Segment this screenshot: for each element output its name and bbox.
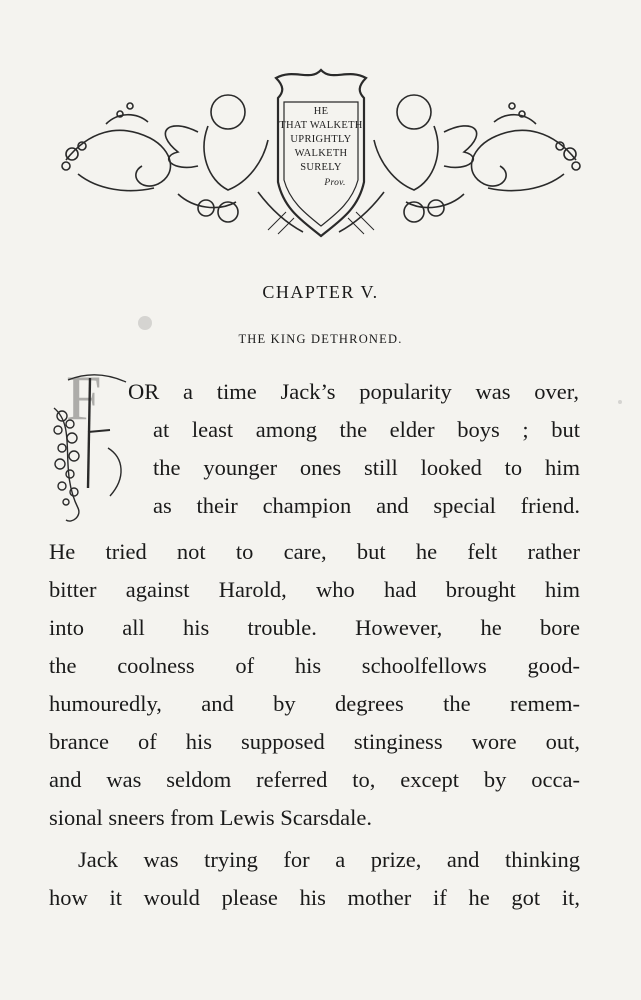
shield-motto-line: SURELY (300, 162, 342, 173)
text-line: He tried not to care, but he felt rather (49, 539, 580, 564)
text-line: brance of his supposed stinginess wore out, (49, 729, 580, 754)
shield-motto-line: WALKETH (294, 148, 348, 159)
text-line: the coolness of his schoolfellows good- (49, 653, 580, 678)
initial-letter: F (66, 362, 102, 433)
text-line: how it would please his mother if he got it, (49, 885, 580, 910)
text-line: sional sneers from Lewis Scarsdale. (49, 805, 373, 830)
text-line: at least among the elder boys ; but (153, 417, 580, 442)
text-line: Jack was trying for a prize, and thinking (78, 847, 580, 872)
chapter-title: CHAPTER V. (262, 282, 379, 302)
text-line: bitter against Harold, who had brought him (49, 577, 580, 602)
shield-motto-line: THAT WALKETH (279, 120, 363, 131)
text-line: the younger ones still looked to him (153, 455, 580, 480)
decorated-initial (48, 362, 132, 528)
text-line: and was seldom referred to, except by occa- (49, 767, 580, 792)
shield-motto-line: UPRIGHTLY (290, 134, 352, 145)
shield-motto-line: HE (313, 106, 329, 117)
decorative-headpiece (58, 62, 584, 242)
text-line: humouredly, and by degrees the remem- (49, 691, 580, 716)
text-line: as their champion and special friend. (153, 493, 580, 518)
text-line: into all his trouble. However, he bore (49, 615, 580, 640)
paper-blemish (138, 316, 152, 330)
text-line: OR a time Jack’s popularity was over, (128, 379, 579, 404)
shield-motto-line: Prov. (324, 178, 346, 188)
paper-blemish (618, 400, 622, 404)
chapter-subtitle: THE KING DETHRONED. (238, 332, 403, 346)
